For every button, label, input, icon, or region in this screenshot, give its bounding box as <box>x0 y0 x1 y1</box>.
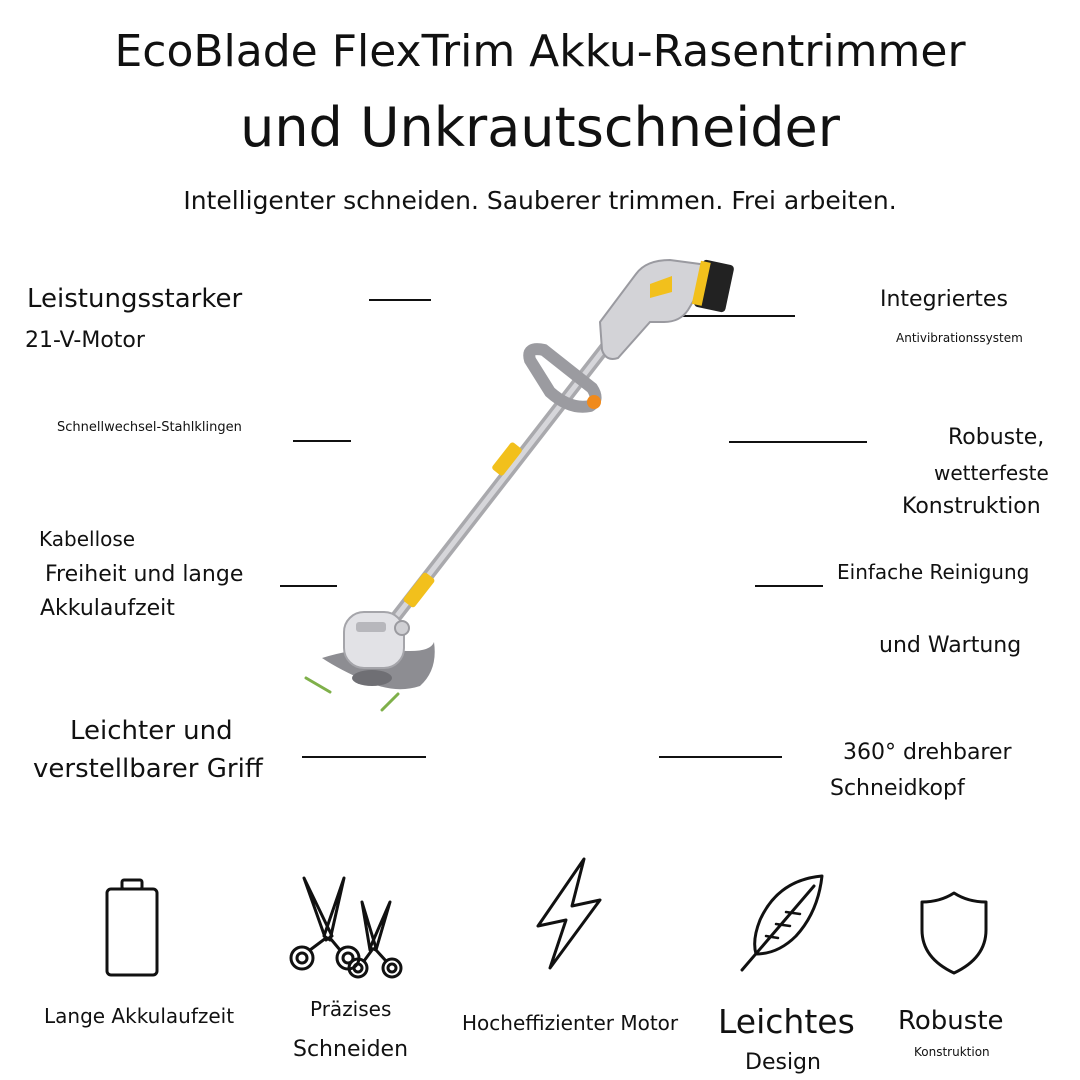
handle-knob <box>587 395 601 409</box>
trimmer-illustration <box>300 250 760 720</box>
cutting-head <box>344 612 404 668</box>
feature-antivibration-line1: Integriertes <box>880 287 1008 312</box>
feature-head-line1: 360° drehbarer <box>843 740 1012 765</box>
feature-antivibration-line2: Antivibrationssystem <box>896 331 1023 345</box>
icon-label-shield-line2: Konstruktion <box>914 1045 990 1059</box>
icon-label-feather-line1: Leichtes <box>718 1002 855 1041</box>
clamp-lower <box>402 572 435 609</box>
icon-label-feather-line2: Design <box>745 1050 821 1075</box>
feature-cordless-line1: Kabellose <box>39 527 136 551</box>
shield-icon <box>918 890 990 976</box>
feature-cleaning-line2: und Wartung <box>879 633 1022 658</box>
grass-icon <box>306 678 330 692</box>
feature-head-line2: Schneidkopf <box>830 776 965 801</box>
feature-motor-line2: 21-V-Motor <box>25 328 145 353</box>
lightning-icon <box>534 856 604 972</box>
feature-handle-line1: Leichter und <box>70 716 233 746</box>
callout-line <box>659 756 782 758</box>
grass-icon <box>382 694 398 710</box>
loop-handle <box>529 349 595 407</box>
spool <box>352 670 392 686</box>
battery-icon <box>104 878 160 978</box>
icon-label-scissors-line1: Präzises <box>310 997 392 1021</box>
feature-robust-line3: Konstruktion <box>902 494 1041 519</box>
icon-label-lightning: Hocheffizienter Motor <box>462 1011 679 1035</box>
tagline: Intelligenter schneiden. Sauberer trimmen. Frei arbeiten. <box>183 186 897 215</box>
feature-robust-line2: wetterfeste <box>934 461 1049 485</box>
motor-housing <box>600 260 707 359</box>
feature-cordless-line2: Freiheit und lange <box>45 562 244 587</box>
page-title-line2: und Unkrautschneider <box>240 96 840 159</box>
callout-line <box>302 756 426 758</box>
icon-label-scissors-line2: Schneiden <box>293 1037 409 1062</box>
feature-handle-line2: verstellbarer Griff <box>33 754 263 784</box>
feather-icon <box>738 870 828 974</box>
feature-cordless-line3: Akkulaufzeit <box>40 596 175 621</box>
feature-robust-line1: Robuste, <box>948 425 1045 450</box>
scissors-icon <box>286 874 408 984</box>
icon-label-shield-line1: Robuste <box>898 1006 1004 1036</box>
page-title: EcoBlade FlexTrim Akku-Rasentrimmer <box>114 26 966 77</box>
callout-line <box>755 585 823 587</box>
icon-label-battery: Lange Akkulaufzeit <box>44 1004 235 1028</box>
feature-cleaning-line1: Einfache Reinigung <box>837 560 1030 584</box>
feature-blades: Schnellwechsel-Stahlklingen <box>57 420 242 435</box>
feature-motor-line1: Leistungsstarker <box>27 284 243 314</box>
